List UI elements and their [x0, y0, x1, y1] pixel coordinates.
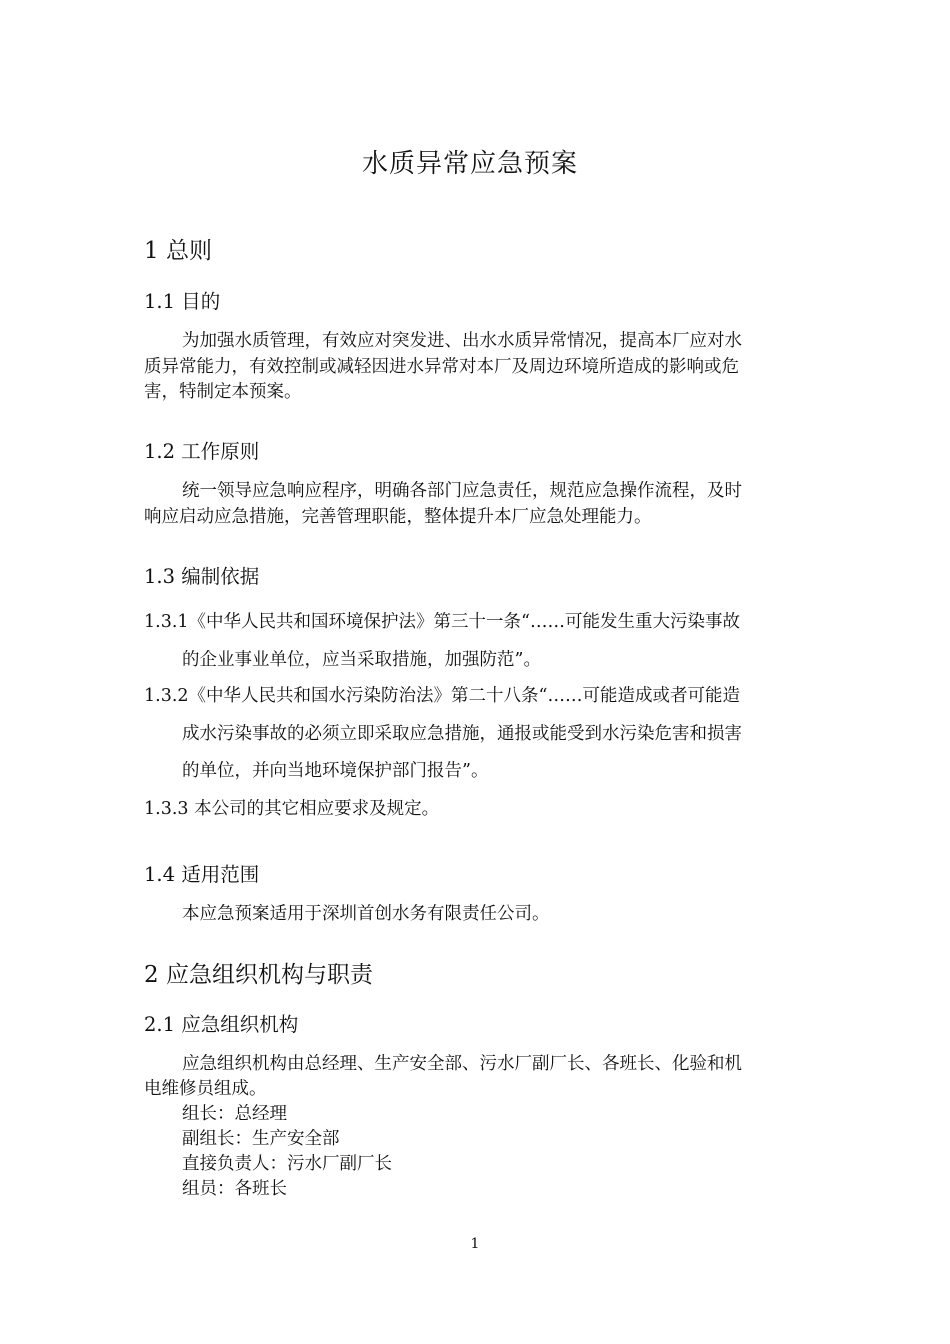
- section-1-heading: 1 总则: [144, 238, 212, 264]
- section-1-1-heading: 1.1 目的: [144, 290, 221, 313]
- paragraph-line: 统一领导应急响应程序，明确各部门应急责任，规范应急操作流程，及时: [182, 481, 742, 501]
- list-item-line: 1.3.3 本公司的其它相应要求及规定。: [144, 799, 440, 819]
- paragraph-line: 害，特制定本预案。: [144, 382, 302, 402]
- document-title: 水质异常应急预案: [361, 149, 578, 179]
- section-1-4-heading: 1.4 适用范围: [144, 863, 260, 886]
- paragraph-line: 应急组织机构由总经理、生产安全部、污水厂副厂长、各班长、化验和机: [182, 1054, 742, 1074]
- paragraph-line: 电维修员组成。: [144, 1079, 267, 1099]
- member-line: 副组长：生产安全部: [182, 1129, 340, 1149]
- paragraph-line: 质异常能力，有效控制或减轻因进水异常对本厂及周边环境所造成的影响或危: [144, 357, 739, 377]
- member-line: 直接负责人：污水厂副厂长: [182, 1154, 392, 1174]
- list-item-line: 成水污染事故的必须立即采取应急措施，通报或能受到水污染危害和损害: [182, 724, 742, 744]
- list-item-line: 的单位，并向当地环境保护部门报告”。: [182, 761, 489, 781]
- section-1-3-heading: 1.3 编制依据: [144, 565, 260, 588]
- paragraph-line: 本应急预案适用于深圳首创水务有限责任公司。: [182, 904, 550, 924]
- section-1-2-heading: 1.2 工作原则: [144, 440, 260, 463]
- paragraph-line: 响应启动应急措施，完善管理职能，整体提升本厂应急处理能力。: [144, 507, 652, 527]
- list-item-line: 1.3.2《中华人民共和国水污染防治法》第二十八条“……可能造成或者可能造: [144, 686, 740, 706]
- member-line: 组员：各班长: [182, 1179, 287, 1199]
- page-number: 1: [470, 1236, 480, 1252]
- paragraph-line: 为加强水质管理，有效应对突发进、出水水质异常情况，提高本厂应对水: [182, 331, 742, 351]
- section-2-heading: 2 应急组织机构与职责: [144, 962, 373, 988]
- section-2-1-heading: 2.1 应急组织机构: [144, 1013, 299, 1036]
- list-item-line: 1.3.1《中华人民共和国环境保护法》第三十一条“……可能发生重大污染事故: [144, 612, 740, 632]
- member-line: 组长：总经理: [182, 1104, 287, 1124]
- list-item-line: 的企业事业单位，应当采取措施，加强防范”。: [182, 650, 541, 670]
